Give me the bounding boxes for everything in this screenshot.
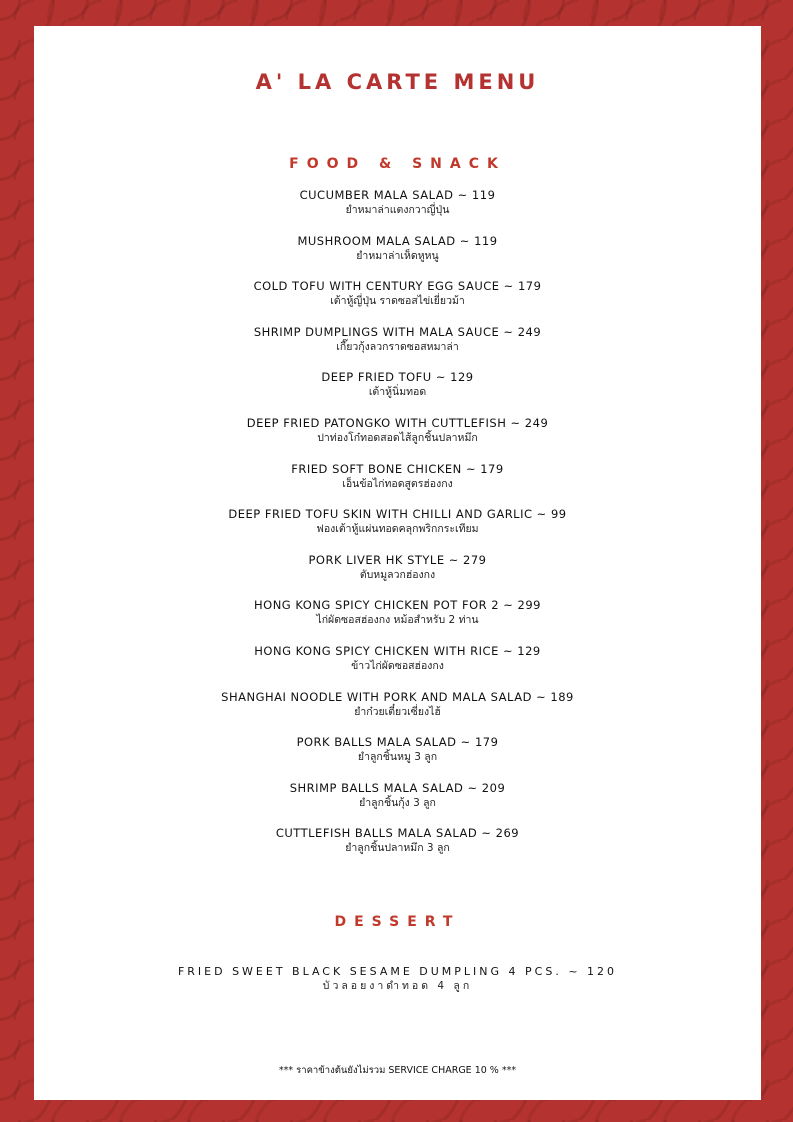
menu-item xyxy=(34,598,761,644)
item-name: DEEP FRIED TOFU ~ 129 xyxy=(321,370,474,385)
menu-item xyxy=(34,735,761,781)
menu-item xyxy=(34,416,761,462)
item-thai-name: บัวลอยงาดำทอด 4 ลูก xyxy=(322,980,473,992)
menu-item xyxy=(34,553,761,599)
menu-item xyxy=(34,644,761,690)
item-name: COLD TOFU WITH CENTURY EGG SAUCE ~ 179 xyxy=(253,279,542,294)
item-name: SHANGHAI NOODLE WITH PORK AND MALA SALAD ~ 189 xyxy=(221,689,574,704)
menu-item xyxy=(34,234,761,280)
item-name: SHRIMP DUMPLINGS WITH MALA SAUCE ~ 249 xyxy=(253,324,542,339)
menu-item xyxy=(34,826,761,872)
item-thai-name: ยำลูกชิ้นหมู 3 ลูก xyxy=(357,751,438,764)
item-thai-name: ยำหมาล่าเห็ดหูหนู xyxy=(356,249,439,262)
item-name: CUCUMBER MALA SALAD ~ 119 xyxy=(299,188,496,202)
item-name: DEEP FRIED PATONGKO WITH CUTTLEFISH ~ 249 xyxy=(246,415,549,430)
item-name: FRIED SWEET BLACK SESAME DUMPLING 4 PCS. ~ 120 xyxy=(177,965,618,978)
menu-item xyxy=(34,462,761,508)
item-name: CUTTLEFISH BALLS MALA SALAD ~ 269 xyxy=(275,826,520,841)
item-name: HONG KONG SPICY CHICKEN POT FOR 2 ~ 299 xyxy=(254,598,541,613)
menu-item xyxy=(34,690,761,736)
menu-item xyxy=(34,188,761,234)
menu-page xyxy=(34,26,761,1100)
item-name: MUSHROOM MALA SALAD ~ 119 xyxy=(297,233,498,248)
food-item-list xyxy=(34,188,761,872)
item-thai-name: ตับหมูลวกฮ่องกง xyxy=(359,568,436,581)
item-thai-name: ฟองเต้าหู้แผ่นทอดคลุกพริกกระเทียม xyxy=(316,523,479,536)
item-thai-name: ยำลูกชิ้นปลาหมึก 3 ลูก xyxy=(345,842,450,855)
item-name: HONG KONG SPICY CHICKEN WITH RICE ~ 129 xyxy=(254,643,541,658)
dessert-item xyxy=(34,964,761,994)
item-thai-name: เกี๊ยวกุ้งลวกราดซอสหมาล่า xyxy=(336,340,459,353)
item-name: PORK LIVER HK STYLE ~ 279 xyxy=(308,552,487,567)
item-thai-name: ไก่ผัดซอสฮ่องกง หม้อสำหรับ 2 ท่าน xyxy=(316,614,479,627)
item-thai-name: ปาท่องโก๋ทอดสอดไส้ลูกชิ้นปลาหมึก xyxy=(317,431,478,444)
item-thai-name: เต้าหู้ญี่ปุ่น ราดซอสไข่เยี่ยวม้า xyxy=(330,295,465,308)
item-thai-name: ยำก๋วยเตี๋ยวเซี่ยงไฮ้ xyxy=(354,705,441,718)
item-thai-name: ยำหมาล่าแตงกวาญี่ปุ่น xyxy=(345,204,450,216)
menu-item xyxy=(34,370,761,416)
menu-title: A' LA CARTE MENU xyxy=(255,70,540,94)
item-thai-name: เต้าหู้นิ่มทอด xyxy=(368,386,427,399)
item-name: PORK BALLS MALA SALAD ~ 179 xyxy=(296,735,499,750)
food-section-heading: FOOD & SNACK xyxy=(289,156,506,172)
menu-item xyxy=(34,781,761,827)
item-name: FRIED SOFT BONE CHICKEN ~ 179 xyxy=(291,461,504,476)
service-charge-note: *** ราคาข้างต้นยังไม่รวม SERVICE CHARGE 10 % *** xyxy=(278,1065,517,1076)
menu-item xyxy=(34,279,761,325)
item-name: DEEP FRIED TOFU SKIN WITH CHILLI AND GARLIC ~ 99 xyxy=(228,507,567,522)
menu-item xyxy=(34,507,761,553)
item-thai-name: ยำลูกชิ้นกุ้ง 3 ลูก xyxy=(359,796,436,809)
menu-item xyxy=(34,325,761,371)
item-name: SHRIMP BALLS MALA SALAD ~ 209 xyxy=(289,780,506,795)
item-thai-name: ข้าวไก่ผัดซอสฮ่องกง xyxy=(351,659,444,672)
item-thai-name: เอ็นข้อไก่ทอดสูตรฮ่องกง xyxy=(342,477,453,490)
dessert-section-heading: DESSERT xyxy=(334,914,461,930)
